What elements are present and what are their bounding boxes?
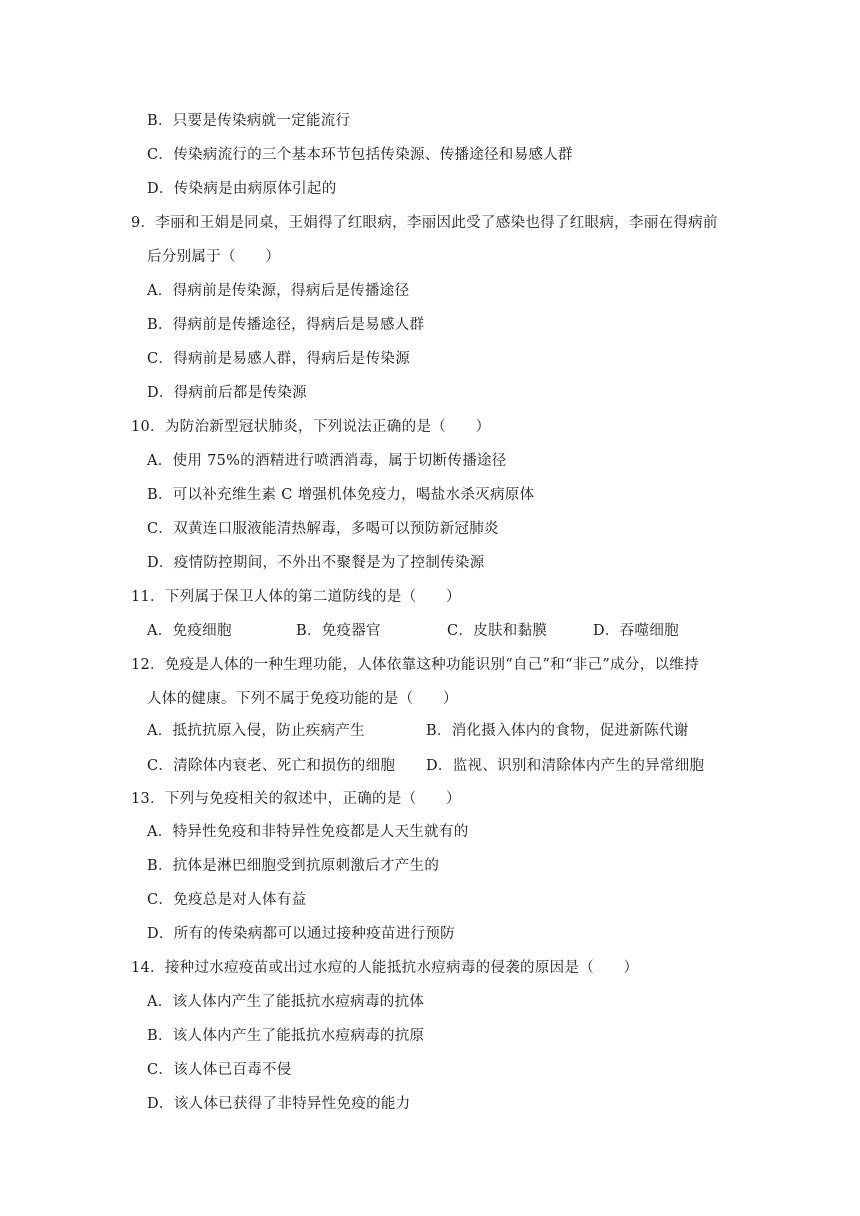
q9-option-d: D．得病前后都是传染源 [147,385,307,401]
q14-option-d: D．该人体已获得了非特异性免疫的能力 [147,1096,411,1112]
q12-stem-line2: 人体的健康。下列不属于免疫功能的是（ ） [147,691,458,707]
q12-option-d: D．监视、识别和清除体内产生的异常细胞 [426,758,705,774]
q11-option-a: A．免疫细胞 [147,623,232,639]
q10-option-a: A．使用 75%的酒精进行喷洒消毒，属于切断传播途径 [147,453,507,469]
q11-option-b: B．免疫器官 [296,623,381,639]
q9-option-c: C．得病前是易感人群，得病后是传染源 [147,351,410,367]
q14-option-c: C．该人体已百毒不侵 [147,1062,292,1078]
q12-option-c: C．清除体内衰老、死亡和损伤的细胞 [147,758,396,774]
q11-option-c: C．皮肤和黏膜 [447,623,548,639]
q9-stem-line1: 9．李丽和王娟是同桌，王娟得了红眼病，李丽因此受了感染也得了红眼病，李丽在得病前 [131,215,718,231]
q10-option-c: C．双黄连口服液能清热解毒，多喝可以预防新冠肺炎 [147,521,499,537]
q13-option-c: C．免疫总是对人体有益 [147,892,307,908]
q13-option-d: D．所有的传染病都可以通过接种疫苗进行预防 [147,926,455,942]
q12-stem-line1: 12．免疫是人体的一种生理功能，人体依靠这种功能识别“自己”和“非己”成分，以维持 [131,657,699,673]
q12-option-a: A．抵抗抗原入侵，防止疾病产生 [147,723,365,739]
q10-option-d: D．疫情防控期间，不外出不聚餐是为了控制传染源 [147,555,485,571]
q14-stem: 14．接种过水痘疫苗或出过水痘的人能抵抗水痘病毒的侵袭的原因是（ ） [131,960,639,976]
q13-stem: 13．下列与免疫相关的叙述中，正确的是（ ） [131,791,461,807]
q8-option-c: C．传染病流行的三个基本环节包括传染源、传播途径和易感人群 [147,147,573,163]
q10-option-b: B．可以补充维生素 C 增强机体免疫力，喝盐水杀灭病原体 [147,487,535,503]
q9-stem-line2: 后分别属于（ ） [147,249,281,265]
q11-stem: 11．下列属于保卫人体的第二道防线的是（ ） [131,589,461,605]
q9-option-a: A．得病前是传染源，得病后是传播途径 [147,283,410,299]
q8-option-b: B．只要是传染病就一定能流行 [147,113,351,129]
q12-option-b: B．消化摄入体内的食物，促进新陈代谢 [426,723,689,739]
q9-option-b: B．得病前是传播途径，得病后是易感人群 [147,317,425,333]
q13-option-b: B．抗体是淋巴细胞受到抗原刺激后才产生的 [147,858,440,874]
q10-stem: 10．为防治新型冠状肺炎，下列说法正确的是（ ） [131,419,491,435]
q14-option-b: B．该人体内产生了能抵抗水痘病毒的抗原 [147,1028,425,1044]
q8-option-d: D．传染病是由病原体引起的 [147,181,337,197]
q14-option-a: A．该人体内产生了能抵抗水痘病毒的抗体 [147,994,425,1010]
q11-option-d: D．吞噬细胞 [593,623,679,639]
q13-option-a: A．特异性免疫和非特异性免疫都是人天生就有的 [147,824,469,840]
